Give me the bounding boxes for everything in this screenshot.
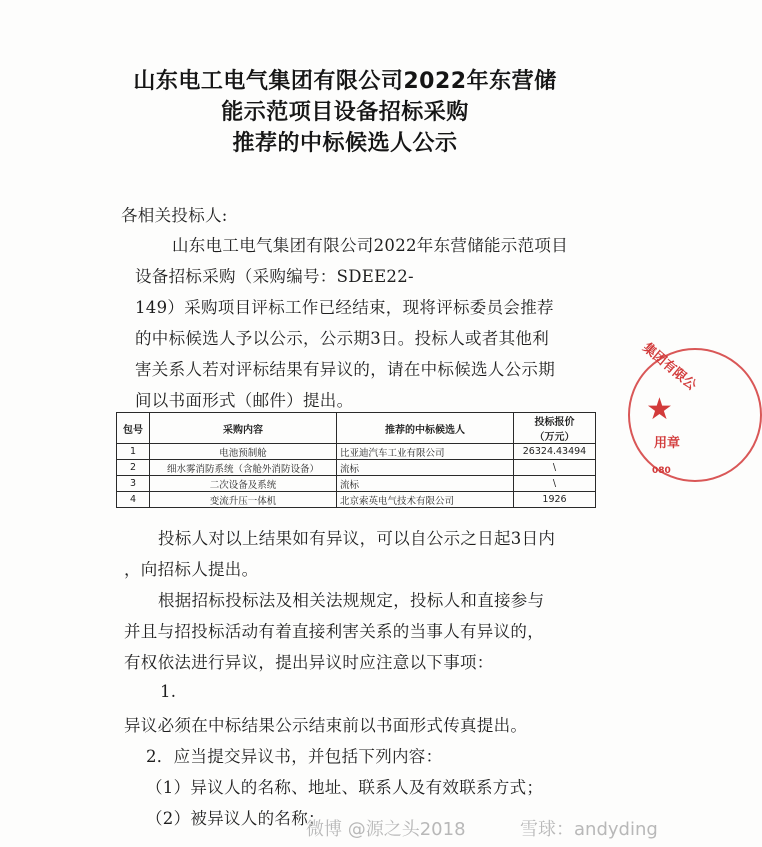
seal-star-icon: ★ xyxy=(646,392,673,427)
cell-package: 4 xyxy=(117,492,150,508)
intro-line: 间以书面形式（邮件）提出。 xyxy=(135,391,354,410)
body-line: 并且与招投标活动有着直接利害关系的当事人有异议的， xyxy=(124,622,544,641)
table-row xyxy=(117,444,596,460)
seal-text-bottom: 用章 xyxy=(654,436,681,451)
cell-content: 变流升压一体机 xyxy=(150,492,337,508)
intro-line: 设备招标采购（采购编号：SDEE22- xyxy=(135,267,414,286)
cell-candidate: 北京索英电气技术有限公司 xyxy=(337,492,514,508)
header-candidate: 推荐的中标候选人 xyxy=(337,413,514,444)
intro-line: 害关系人若对评标结果有异议的，请在中标候选人公示期 xyxy=(135,360,555,379)
intro-line: 的中标候选人予以公示，公示期3日。投标人或者其他利 xyxy=(135,329,549,348)
cell-content: 电池预制舱 xyxy=(150,444,337,460)
cell-price: 26324.43494 xyxy=(514,444,596,460)
cell-candidate: 流标 xyxy=(337,476,514,492)
body-line: 2．应当提交异议书，并包括下列内容： xyxy=(146,747,443,766)
cell-package: 2 xyxy=(117,460,150,476)
cell-candidate: 比亚迪汽车工业有限公司 xyxy=(337,444,514,460)
cell-price: 1926 xyxy=(514,492,596,508)
cell-package: 1 xyxy=(117,444,150,460)
header-price-line-1: 投标报价 xyxy=(534,417,575,428)
body-line: 有权依法进行异议，提出异议时应注意以下事项： xyxy=(124,653,494,672)
document-title-line-3: 推荐的中标候选人公示 xyxy=(232,131,458,156)
table-row xyxy=(117,492,596,508)
header-price xyxy=(514,413,596,444)
cell-price: \ xyxy=(514,476,596,492)
table-header-row xyxy=(117,413,596,444)
cell-package: 3 xyxy=(117,476,150,492)
watermark-xueqiu: 雪球：andyding xyxy=(520,819,658,840)
document-title-line-1: 山东电工电气集团有限公司2022年东营储 xyxy=(133,69,557,94)
header-content: 采购内容 xyxy=(150,413,337,444)
body-line: 根据招标投标法及相关法规规定，投标人和直接参与 xyxy=(158,591,545,610)
cell-content: 细水雾消防系统（含舱外消防设备） xyxy=(150,460,337,476)
salutation: 各相关投标人: xyxy=(121,206,228,225)
body-line: （2）被异议人的名称； xyxy=(146,809,325,828)
cell-price: \ xyxy=(514,460,596,476)
table-row xyxy=(117,460,596,476)
table-row xyxy=(117,476,596,492)
body-line: 1. xyxy=(160,682,177,701)
seal-number: 080 xyxy=(652,466,671,476)
watermark-weibo: 微博 @源之头2018 xyxy=(306,819,466,840)
header-price-line-2: （万元） xyxy=(534,432,575,443)
body-line: ，向招标人提出。 xyxy=(124,560,259,579)
body-line: 投标人对以上结果如有异议，可以自公示之日起3日内 xyxy=(158,529,556,548)
document-title-line-2: 能示范项目设备招标采购 xyxy=(221,100,469,125)
body-line: 异议必须在中标结果公示结束前以书面形式传真提出。 xyxy=(124,716,528,735)
intro-line: 山东电工电气集团有限公司2022年东营储能示范项目 xyxy=(172,236,568,255)
candidate-table xyxy=(116,412,596,508)
intro-line: 149）采购项目评标工作已经结束，现将评标委员会推荐 xyxy=(135,298,554,317)
cell-content: 二次设备及系统 xyxy=(150,476,337,492)
body-line: （1）异议人的名称、地址、联系人及有效联系方式； xyxy=(146,778,544,797)
seal-text-top: 集团有限公 xyxy=(639,340,699,394)
header-package: 包号 xyxy=(117,413,150,444)
cell-candidate: 流标 xyxy=(337,460,514,476)
